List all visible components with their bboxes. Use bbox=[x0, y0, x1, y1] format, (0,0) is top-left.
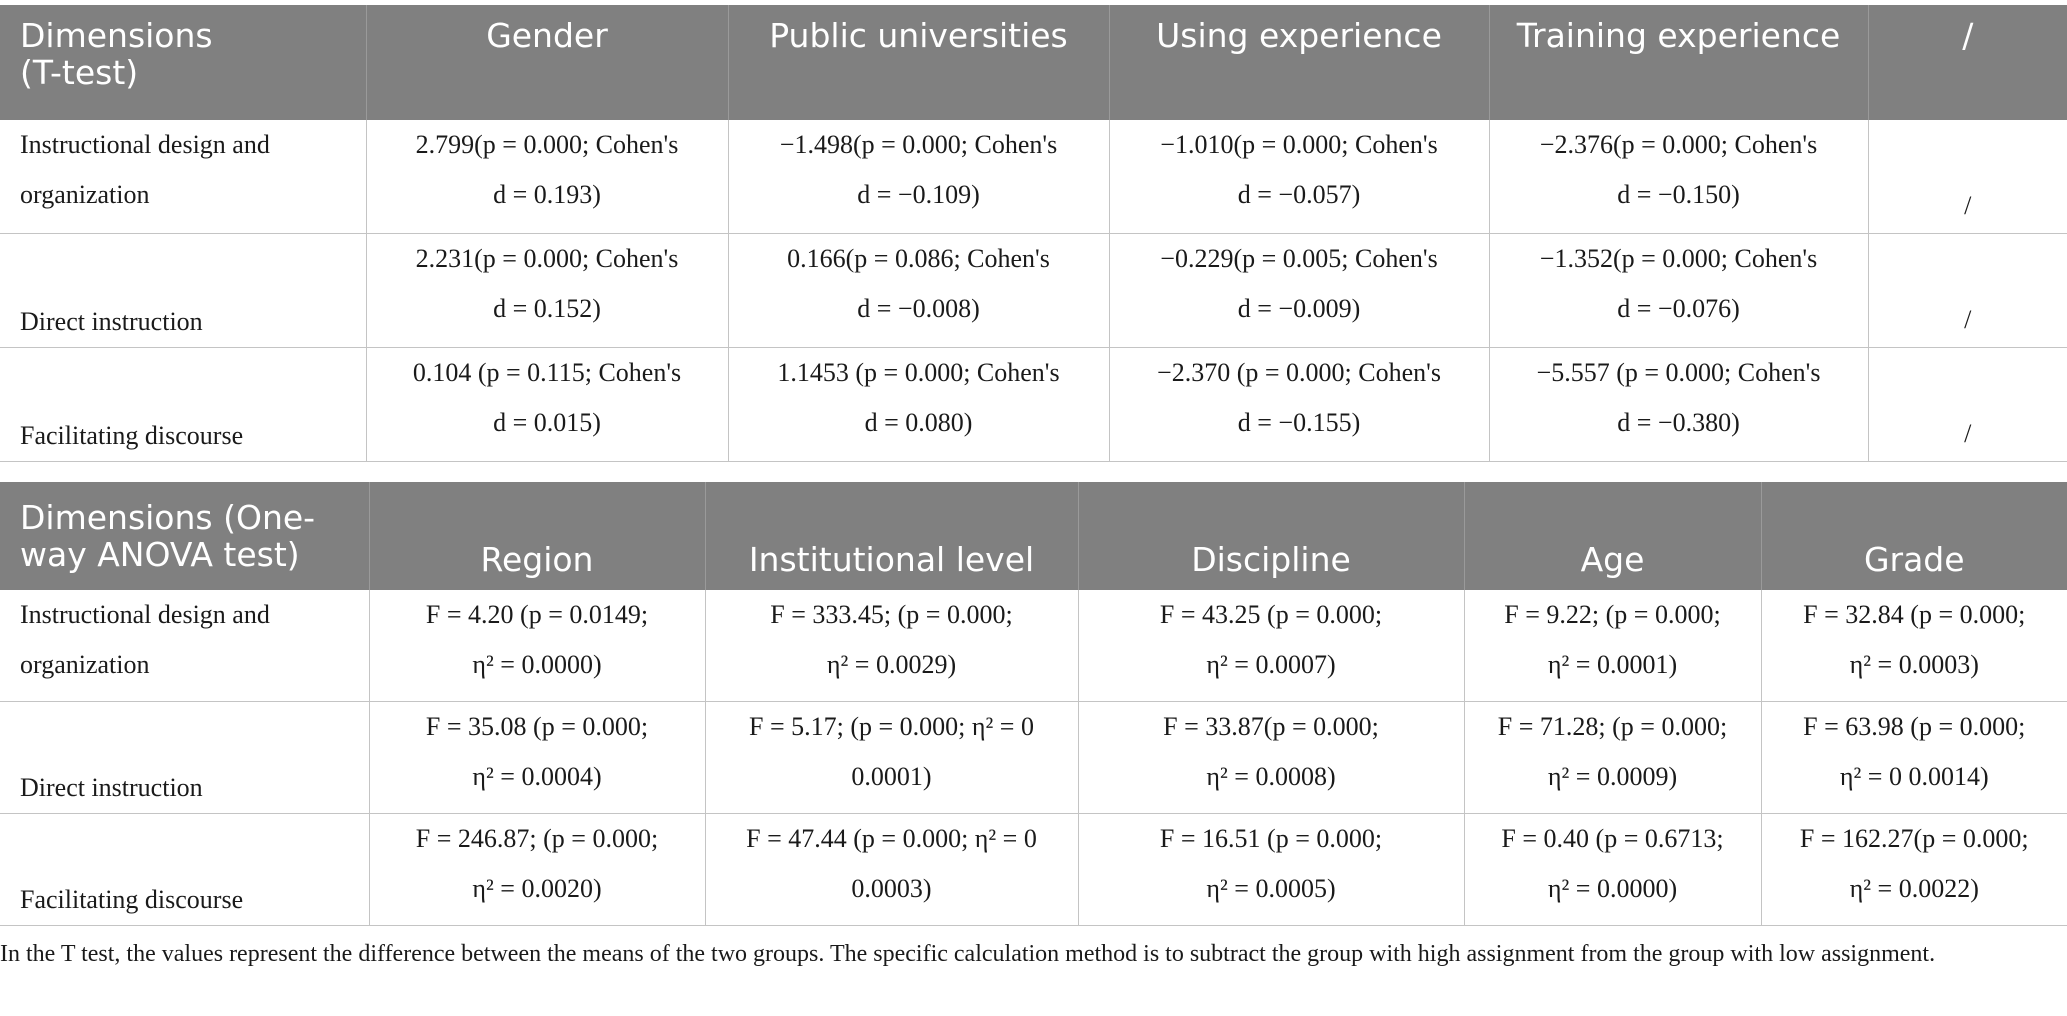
table-cell bbox=[1464, 702, 1761, 814]
anova-header-row bbox=[0, 482, 2067, 590]
table-cell bbox=[1109, 348, 1489, 462]
cell-text-line: η² = 0.0001) bbox=[1547, 650, 1678, 679]
t-test-header-training-experience: Training experience bbox=[1489, 5, 1868, 120]
table-cell-slash: / bbox=[1868, 234, 2067, 348]
cell-text-line: organization bbox=[20, 180, 150, 209]
t-test-header-slash: / bbox=[1868, 5, 2067, 120]
anova-row bbox=[0, 814, 2067, 926]
cell-text-line: F = 32.84 (p = 0.000; bbox=[1803, 600, 2026, 629]
table-cell bbox=[1489, 120, 1868, 234]
cell-text-line: 0.104 (p = 0.115; Cohen's bbox=[412, 358, 682, 387]
cell-text-line: d = −0.150) bbox=[1617, 180, 1740, 209]
anova-table bbox=[0, 482, 2067, 926]
table-cell-slash: / bbox=[1868, 348, 2067, 462]
table-cell bbox=[705, 814, 1078, 926]
t-test-header-dimensions bbox=[0, 5, 366, 120]
anova-header-discipline: Discipline bbox=[1078, 482, 1464, 590]
table-cell bbox=[1464, 590, 1761, 702]
cell-text-line: F = 4.20 (p = 0.0149; bbox=[425, 600, 649, 629]
table-cell bbox=[369, 702, 705, 814]
anova-header-grade: Grade bbox=[1761, 482, 2067, 590]
table-cell bbox=[1761, 814, 2067, 926]
table-cell bbox=[1109, 234, 1489, 348]
t-test-header-row bbox=[0, 5, 2067, 120]
cell-text-line: F = 9.22; (p = 0.000; bbox=[1504, 600, 1721, 629]
cell-text-line: d = −0.076) bbox=[1617, 294, 1740, 323]
t-test-header-using-experience: Using experience bbox=[1109, 5, 1489, 120]
cell-text-line: F = 333.45; (p = 0.000; bbox=[770, 600, 1013, 629]
t-test-row bbox=[0, 120, 2067, 234]
table-cell bbox=[728, 234, 1109, 348]
anova-row bbox=[0, 590, 2067, 702]
cell-text-line: F = 246.87; (p = 0.000; bbox=[415, 824, 659, 853]
cell-text-line: organization bbox=[20, 650, 150, 679]
cell-text-line: −2.370 (p = 0.000; Cohen's bbox=[1157, 358, 1441, 387]
table-cell bbox=[366, 120, 728, 234]
table-cell bbox=[1078, 590, 1464, 702]
cell-text-line: −0.229(p = 0.005; Cohen's bbox=[1160, 244, 1438, 273]
anova-row bbox=[0, 702, 2067, 814]
cell-text-line: d = 0.152) bbox=[493, 294, 601, 323]
cell-text-line: 2.231(p = 0.000; Cohen's bbox=[415, 244, 679, 273]
table-footnote: In the T test, the values represent the difference between the means of the two groups. The specific calculation method is to subtract the group with high assignment from the group with low assignment. bbox=[0, 941, 1936, 967]
cell-text-line: η² = 0.0003) bbox=[1849, 650, 1979, 679]
header-line: way ANOVA test) bbox=[20, 535, 300, 574]
cell-text-line: η² = 0.0008) bbox=[1206, 762, 1336, 791]
t-test-table bbox=[0, 5, 2067, 462]
cell-text-line: F = 35.08 (p = 0.000; bbox=[425, 712, 649, 741]
cell-text-line: Facilitating discourse bbox=[20, 885, 244, 914]
table-cell bbox=[366, 348, 728, 462]
row-label bbox=[0, 702, 369, 814]
cell-text-line: F = 47.44 (p = 0.000; η² = 0 bbox=[746, 824, 1037, 853]
cell-text-line: η² = 0.0000) bbox=[1547, 874, 1678, 903]
row-label bbox=[0, 590, 369, 702]
row-label bbox=[0, 814, 369, 926]
table-cell bbox=[1761, 590, 2067, 702]
anova-header-dimensions bbox=[0, 482, 369, 590]
cell-text-line: 0.0003) bbox=[851, 874, 932, 903]
header-line: Dimensions bbox=[20, 16, 213, 55]
table-cell bbox=[1464, 814, 1761, 926]
cell-text-line: d = −0.109) bbox=[857, 180, 980, 209]
cell-text-line: Instructional design and bbox=[20, 600, 270, 629]
anova-header-age: Age bbox=[1464, 482, 1761, 590]
row-label bbox=[0, 120, 366, 234]
table-cell bbox=[366, 234, 728, 348]
cell-text-line: η² = 0.0029) bbox=[826, 650, 957, 679]
cell-text-line: η² = 0.0007) bbox=[1206, 650, 1336, 679]
table-cell bbox=[369, 814, 705, 926]
cell-text-line: η² = 0 0.0014) bbox=[1839, 762, 1989, 791]
table-cell bbox=[369, 590, 705, 702]
cell-text-line: 2.799(p = 0.000; Cohen's bbox=[415, 130, 679, 159]
t-test-header-public-universities: Public universities bbox=[728, 5, 1109, 120]
table-cell bbox=[1761, 702, 2067, 814]
cell-text-line: d = 0.193) bbox=[493, 180, 601, 209]
anova-header-institutional-level: Institutional level bbox=[705, 482, 1078, 590]
cell-text-line: F = 162.27(p = 0.000; bbox=[1799, 824, 2029, 853]
cell-text-line: η² = 0.0000) bbox=[472, 650, 602, 679]
table-cell bbox=[705, 590, 1078, 702]
table-cell bbox=[1489, 348, 1868, 462]
cell-text-line: −1.352(p = 0.000; Cohen's bbox=[1539, 244, 1818, 273]
table-cell bbox=[1109, 120, 1489, 234]
cell-text-line: d = −0.008) bbox=[857, 294, 980, 323]
cell-text-line: F = 16.51 (p = 0.000; bbox=[1159, 824, 1383, 853]
table-cell bbox=[705, 702, 1078, 814]
cell-text-line: η² = 0.0020) bbox=[472, 874, 602, 903]
cell-text-line: d = 0.080) bbox=[864, 408, 973, 437]
header-line: Dimensions (One- bbox=[20, 498, 316, 537]
cell-text-line: F = 5.17; (p = 0.000; η² = 0 bbox=[749, 712, 1034, 741]
cell-text-line: η² = 0.0005) bbox=[1206, 874, 1336, 903]
header-line: (T-test) bbox=[20, 53, 139, 92]
row-label bbox=[0, 234, 366, 348]
cell-text-line: Direct instruction bbox=[20, 307, 203, 336]
cell-text-line: Direct instruction bbox=[20, 773, 203, 802]
table-cell-slash: / bbox=[1868, 120, 2067, 234]
cell-text-line: d = 0.015) bbox=[493, 408, 601, 437]
cell-text-line: −5.557 (p = 0.000; Cohen's bbox=[1536, 358, 1821, 387]
cell-text-line: −2.376(p = 0.000; Cohen's bbox=[1539, 130, 1818, 159]
table-cell bbox=[728, 120, 1109, 234]
cell-text-line: −1.010(p = 0.000; Cohen's bbox=[1160, 130, 1438, 159]
cell-text-line: Instructional design and bbox=[20, 130, 270, 159]
cell-text-line: F = 0.40 (p = 0.6713; bbox=[1501, 824, 1724, 853]
cell-text-line: d = −0.057) bbox=[1237, 180, 1361, 209]
row-label bbox=[0, 348, 366, 462]
table-cell bbox=[728, 348, 1109, 462]
cell-text-line: 0.0001) bbox=[851, 762, 932, 791]
cell-text-line: η² = 0.0004) bbox=[472, 762, 602, 791]
cell-text-line: Facilitating discourse bbox=[20, 421, 244, 450]
cell-text-line: 0.166(p = 0.086; Cohen's bbox=[787, 244, 1050, 273]
cell-text-line: d = −0.380) bbox=[1617, 408, 1740, 437]
t-test-row bbox=[0, 348, 2067, 462]
table-cell bbox=[1078, 814, 1464, 926]
cell-text-line: d = −0.155) bbox=[1237, 408, 1361, 437]
cell-text-line: F = 63.98 (p = 0.000; bbox=[1803, 712, 2026, 741]
cell-text-line: F = 33.87(p = 0.000; bbox=[1163, 712, 1379, 741]
table-cell bbox=[1078, 702, 1464, 814]
t-test-row bbox=[0, 234, 2067, 348]
anova-header-region: Region bbox=[369, 482, 705, 590]
cell-text-line: −1.498(p = 0.000; Cohen's bbox=[779, 130, 1058, 159]
table-cell bbox=[1489, 234, 1868, 348]
cell-text-line: η² = 0.0022) bbox=[1849, 874, 1979, 903]
cell-text-line: F = 43.25 (p = 0.000; bbox=[1159, 600, 1383, 629]
cell-text-line: 1.1453 (p = 0.000; Cohen's bbox=[777, 358, 1060, 387]
cell-text-line: F = 71.28; (p = 0.000; bbox=[1497, 712, 1728, 741]
cell-text-line: η² = 0.0009) bbox=[1547, 762, 1678, 791]
cell-text-line: d = −0.009) bbox=[1237, 294, 1361, 323]
t-test-header-gender: Gender bbox=[366, 5, 728, 120]
